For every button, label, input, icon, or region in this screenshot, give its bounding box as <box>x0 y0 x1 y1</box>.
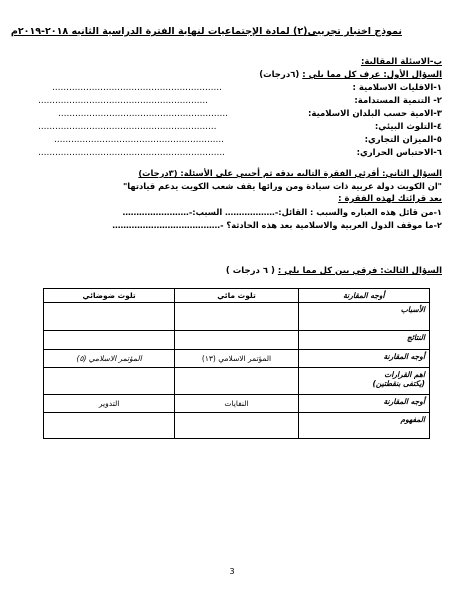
table-cell: المؤتمر الاسلامي (١٣) <box>175 350 299 368</box>
table-row <box>44 413 430 439</box>
table-cell <box>44 331 175 350</box>
q1-answer-line: ……………………………………………………… <box>38 122 217 132</box>
table-row <box>44 289 430 303</box>
q2-prompt: بعد قرائتك لهذه الفقرة : <box>338 194 442 204</box>
page-header: نموذج اختبار تجريبي(٢) لمادة الإجتماعيات لنهاية الفترة الدراسية الثانيه ٢٠١٨-٢٠١٩م <box>10 26 402 37</box>
table-cell: اهم القرارات (يكتفى بنقطتين) <box>298 368 429 395</box>
table-row <box>44 331 430 350</box>
table-row <box>44 395 430 413</box>
table-row <box>44 368 430 395</box>
table-cell <box>175 303 299 331</box>
q1-item: ٢- التنمية المستدامة: <box>354 96 442 106</box>
table-cell: أوجه المقارنة <box>298 350 429 368</box>
q1-marks: (٦درجات) <box>259 70 300 80</box>
section-title: ب-الاسئلة المقالية: <box>360 57 442 67</box>
q1-answer-line: ………………………………………………………… <box>38 148 225 158</box>
q1-item: ١-الاقليات الاسلامية : <box>352 83 442 93</box>
table-cell <box>44 303 175 331</box>
table-cell: التدوير <box>44 395 175 413</box>
table-cell <box>44 413 175 439</box>
comparison-table <box>43 288 430 439</box>
q1-item: ٤-التلوث البيئي: <box>374 122 442 132</box>
q2-line-1: ١-من قائل هذه العباره والسبب : القائل:-……………… السبب:-…………………… <box>122 207 442 217</box>
q1-item: ٦-الاحتباس الحراري: <box>356 148 442 158</box>
q1-item: ٣-الامية حسب البلدان الاسلامية: <box>308 109 442 119</box>
q1-title: السؤال الأول: عرف كل مما يلي : <box>302 70 442 80</box>
q1-answer-line: …………………………………………………… <box>58 109 228 119</box>
q1-answer-line: …………………………………………………… <box>54 135 224 145</box>
table-cell: أوجه المقارنة <box>298 395 429 413</box>
table-cell: المؤتمر الاسلامي (٥) <box>44 350 175 368</box>
table-cell: النتائج <box>298 331 429 350</box>
table-cell <box>44 368 175 395</box>
table-cell: تلوث مائي <box>175 289 299 303</box>
table-row <box>44 303 430 331</box>
table-cell: النفايات <box>175 395 299 413</box>
table-cell <box>175 331 299 350</box>
table-cell: المفهوم <box>298 413 429 439</box>
q2-title: السؤال الثاني: أقرئي الفقرة التاليه بدقه ثم أجيبي على الأسئلة: (٣درجات) <box>138 168 442 178</box>
q2-line-2: ٢-ما موقف الدول العربية والاسلامية بعد هذه الحادثة؟ -………………………………… <box>112 220 442 230</box>
table-cell <box>175 413 299 439</box>
q3-marks: ( ٦ درجات ) <box>225 266 275 276</box>
q3-title: السؤال الثالث: فرقي بين كل مما يلي : <box>277 266 442 276</box>
q3-title-row <box>226 266 442 277</box>
page-number: 3 <box>229 567 235 576</box>
q1-answer-line: …………………………………………………… <box>38 96 208 106</box>
table-cell <box>175 368 299 395</box>
q2-quote: "ان الكويت دولة عربية ذات سيادة ومن ورائها يقف شعب الكويت يدعم قيادتها" <box>122 181 442 191</box>
table-cell: الأسباب <box>298 303 429 331</box>
q1-answer-line: …………………………………………………… <box>52 83 222 93</box>
table-cell: تلوث ضوضائي <box>44 289 175 303</box>
table-cell: أوجه المقارنة <box>298 289 429 303</box>
q1-item: ٥-الميزان التجاري: <box>364 135 442 145</box>
table-row <box>44 350 430 368</box>
q1-title-row <box>259 70 442 81</box>
